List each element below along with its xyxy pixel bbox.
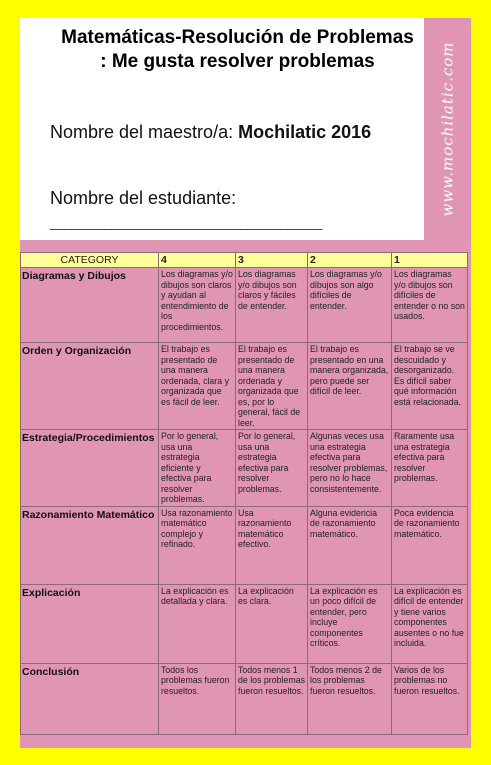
header-score-1: 1 (392, 253, 468, 268)
rubric-cell: Los diagramas y/o dibujos son claros y fáciles de entender. (236, 268, 308, 343)
rubric-cell: Los diagramas y/o dibujos son difíciles de entender o no son usados. (392, 268, 468, 343)
rubric-cell: Los diagramas y/o dibujos son algo difíciles de entender. (308, 268, 392, 343)
rubric-cell: El trabajo es presentado de una manera ordenada, clara y organizada que es fácil de leer. (159, 343, 236, 430)
table-row (21, 584, 468, 663)
table-row (21, 268, 468, 343)
teacher-label: Nombre del maestro/a: (50, 122, 239, 142)
row-category: Razonamiento Matemático (21, 506, 159, 584)
rubric-cell: La explicación es detallada y clara. (159, 584, 236, 663)
rubric-cell: Algunas veces usa una estrategia efectiva para resolver problemas, pero no lo hace consistentemente. (308, 430, 392, 507)
rubric-header-row (21, 253, 468, 268)
table-row (21, 506, 468, 584)
table-row (21, 343, 468, 430)
rubric-cell: Alguna evidencia de razonamiento matemático. (308, 506, 392, 584)
page-title: Matemáticas-Resolución de Problemas : Me gusta resolver problemas (61, 27, 414, 72)
teacher-value: Mochilatic 2016 (238, 122, 372, 142)
brand-watermark (424, 18, 471, 240)
row-category: Diagramas y Dibujos (21, 268, 159, 343)
rubric-cell: El trabajo se ve descuidado y desorganizado. Es difícil saber qué información está relacionada. (392, 343, 468, 430)
rubric-cell: Por lo general, usa una estrategia efectiva para resolver problemas. (236, 430, 308, 507)
table-row (21, 430, 468, 507)
rubric-table (20, 252, 468, 735)
rubric-cell: Usa razonamiento matemático complejo y refinado. (159, 506, 236, 584)
table-row (21, 663, 468, 734)
rubric-cell: Todos los problemas fueron resueltos. (159, 663, 236, 734)
row-category: Conclusión (21, 663, 159, 734)
rubric-cell: Todos menos 2 de los problemas fueron resueltos. (308, 663, 392, 734)
header-score-4: 4 (159, 253, 236, 268)
header-panel (20, 18, 424, 240)
student-name-line: ________________________________________ (50, 214, 322, 230)
header-score-3: 3 (236, 253, 308, 268)
rubric-cell: Raramente usa una estrategia efectiva para resolver problemas. (392, 430, 468, 507)
rubric-cell: La explicación es difícil de entender y tiene varios componentes ausentes o no fue incluida. (392, 584, 468, 663)
row-category: Explicación (21, 584, 159, 663)
rubric-cell: Los diagramas y/o dibujos son claros y ayudan al entendimiento de los procedimientos. (159, 268, 236, 343)
rubric-cell: Todos menos 1 de los problemas fueron resueltos. (236, 663, 308, 734)
rubric-cell: Por lo general, usa una estrategia eficiente y efectiva para resolver problemas. (159, 430, 236, 507)
rubric-cell: Varios de los problemas no fueron resueltos. (392, 663, 468, 734)
rubric-cell: Poca evidencia de razonamiento matemático. (392, 506, 468, 584)
brand-text: www.mochilatic.com (438, 41, 457, 217)
rubric-cell: Usa razonamiento matemático efectivo. (236, 506, 308, 584)
header-category: CATEGORY (21, 253, 159, 268)
header-score-2: 2 (308, 253, 392, 268)
rubric-cell: La explicación es un poco difícil de entender, pero incluye componentes críticos. (308, 584, 392, 663)
teacher-name (50, 122, 371, 143)
student-label: Nombre del estudiante: (50, 188, 237, 208)
row-category: Orden y Organización (21, 343, 159, 430)
row-category: Estrategia/Procedimientos (21, 430, 159, 507)
rubric-cell: La explicación es clara. (236, 584, 308, 663)
rubric-card (20, 18, 471, 748)
rubric-cell: El trabajo es presentado en una manera organizada, pero puede ser difícil de leer. (308, 343, 392, 430)
rubric-cell: El trabajo es presentado de una manera ordenada y organizada que es, por lo general, fácil de leer. (236, 343, 308, 430)
